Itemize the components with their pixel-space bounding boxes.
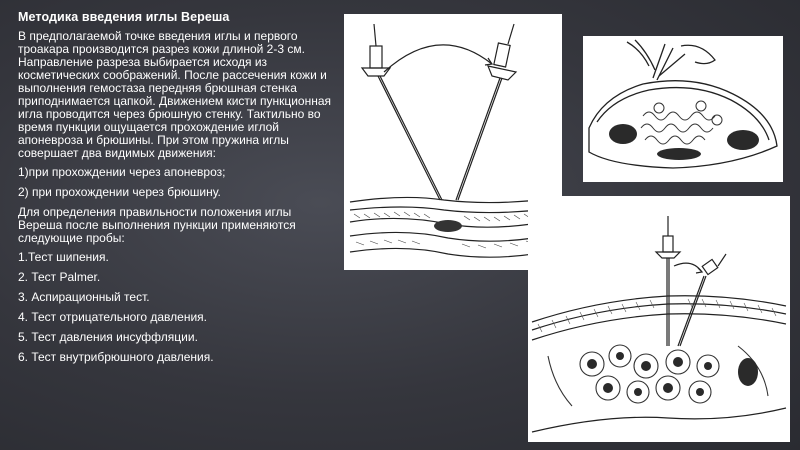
test-item: 4. Тест отрицательного давления.	[18, 310, 207, 324]
sagittal-section-drawing	[528, 196, 790, 442]
test-item: 3. Аспирационный тест.	[18, 290, 150, 304]
abdominal-lift-illustration	[583, 36, 783, 182]
movement-item: 1)при прохождении через апоневроз;	[18, 165, 226, 179]
tests-intro-paragraph: Для определения правильности положения иглы Вереша после выполнения пункции применяются следующие пробы:	[18, 205, 296, 245]
text-column	[18, 10, 336, 371]
intro-paragraph: В предполагаемой точке введения иглы и первого троакара производится разрез кожи длиной 2-3 см. Направление разреза выбирается исходя из косметических соображений. После рассечения кожи и выполнения гемостаза передняя брюшная стенка приподнимается цапкой. Движением кисти пункционная игла проводится через брюшную стенку. Тактильно во время пункции ощущается прохождение иглой апоневроза и брюшины. При этом пружина иглы совершает два видимых движения:	[18, 29, 332, 160]
movement-item: 2) при прохождении через брюшину.	[18, 185, 221, 199]
test-item: 5. Тест давления инсуффляции.	[18, 330, 198, 344]
test-item: 2. Тест Palmer.	[18, 270, 101, 284]
sagittal-section-illustration	[528, 196, 790, 442]
test-item: 1.Тест шипения.	[18, 250, 109, 264]
test-item: 6. Тест внутрибрюшного давления.	[18, 350, 214, 364]
slide-title: Методика введения иглы Вереша	[18, 10, 230, 24]
abdominal-lift-drawing	[583, 36, 783, 182]
